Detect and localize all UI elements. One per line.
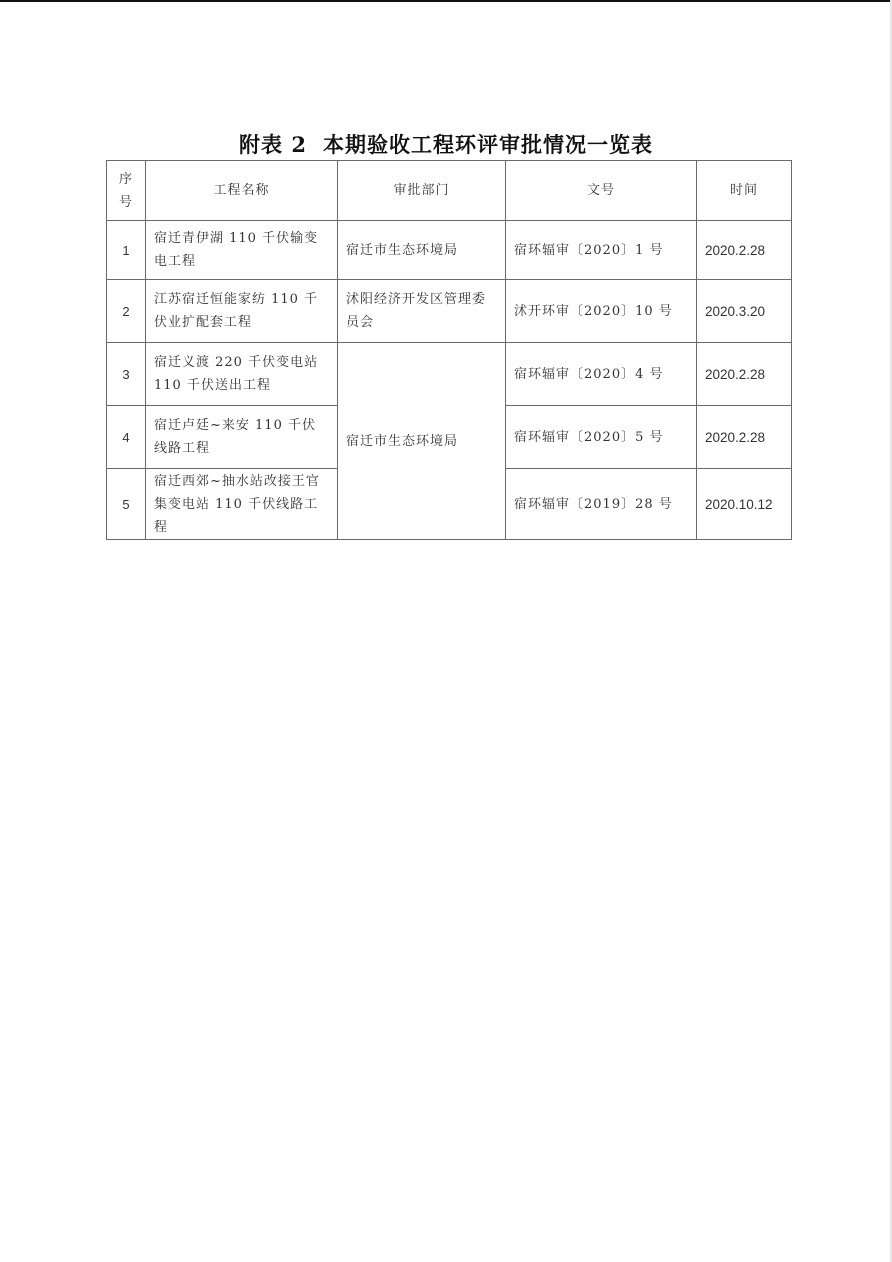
title-prefix: 附表 2 bbox=[239, 132, 307, 157]
table-row bbox=[107, 280, 792, 343]
table-row bbox=[107, 343, 792, 406]
row-no: 3 bbox=[107, 343, 146, 406]
header-no: 序号 bbox=[107, 161, 146, 221]
approval-dept: 宿迁市生态环境局 bbox=[338, 221, 506, 280]
header-doc: 文号 bbox=[506, 161, 697, 221]
approval-table bbox=[106, 160, 792, 540]
project-name: 宿迁青伊湖 110 千伏输变电工程 bbox=[146, 221, 338, 280]
approval-dept: 宿迁市生态环境局 bbox=[338, 343, 506, 540]
row-no: 1 bbox=[107, 221, 146, 280]
document-number: 宿环辐审〔2019〕28 号 bbox=[506, 469, 697, 540]
table-header-row bbox=[107, 161, 792, 221]
project-name: 宿迁西郊~抽水站改接王官集变电站 110 千伏线路工程 bbox=[146, 469, 338, 540]
approval-date: 2020.3.20 bbox=[697, 280, 792, 343]
project-name: 宿迁卢廷~来安 110 千伏线路工程 bbox=[146, 406, 338, 469]
document-number: 沭开环审〔2020〕10 号 bbox=[506, 280, 697, 343]
row-no: 4 bbox=[107, 406, 146, 469]
approval-date: 2020.2.28 bbox=[697, 406, 792, 469]
table-title bbox=[0, 130, 892, 160]
row-no: 5 bbox=[107, 469, 146, 540]
page-top-border bbox=[0, 0, 892, 2]
approval-date: 2020.2.28 bbox=[697, 221, 792, 280]
project-name: 宿迁义渡 220 千伏变电站 110 千伏送出工程 bbox=[146, 343, 338, 406]
approval-dept: 沭阳经济开发区管理委员会 bbox=[338, 280, 506, 343]
header-name: 工程名称 bbox=[146, 161, 338, 221]
title-main: 本期验收工程环评审批情况一览表 bbox=[322, 132, 653, 157]
header-time: 时间 bbox=[697, 161, 792, 221]
document-number: 宿环辐审〔2020〕1 号 bbox=[506, 221, 697, 280]
header-dept: 审批部门 bbox=[338, 161, 506, 221]
approval-date: 2020.2.28 bbox=[697, 343, 792, 406]
approval-date: 2020.10.12 bbox=[697, 469, 792, 540]
project-name: 江苏宿迁恒能家纺 110 千伏业扩配套工程 bbox=[146, 280, 338, 343]
document-number: 宿环辐审〔2020〕4 号 bbox=[506, 343, 697, 406]
document-number: 宿环辐审〔2020〕5 号 bbox=[506, 406, 697, 469]
row-no: 2 bbox=[107, 280, 146, 343]
table-row bbox=[107, 221, 792, 280]
